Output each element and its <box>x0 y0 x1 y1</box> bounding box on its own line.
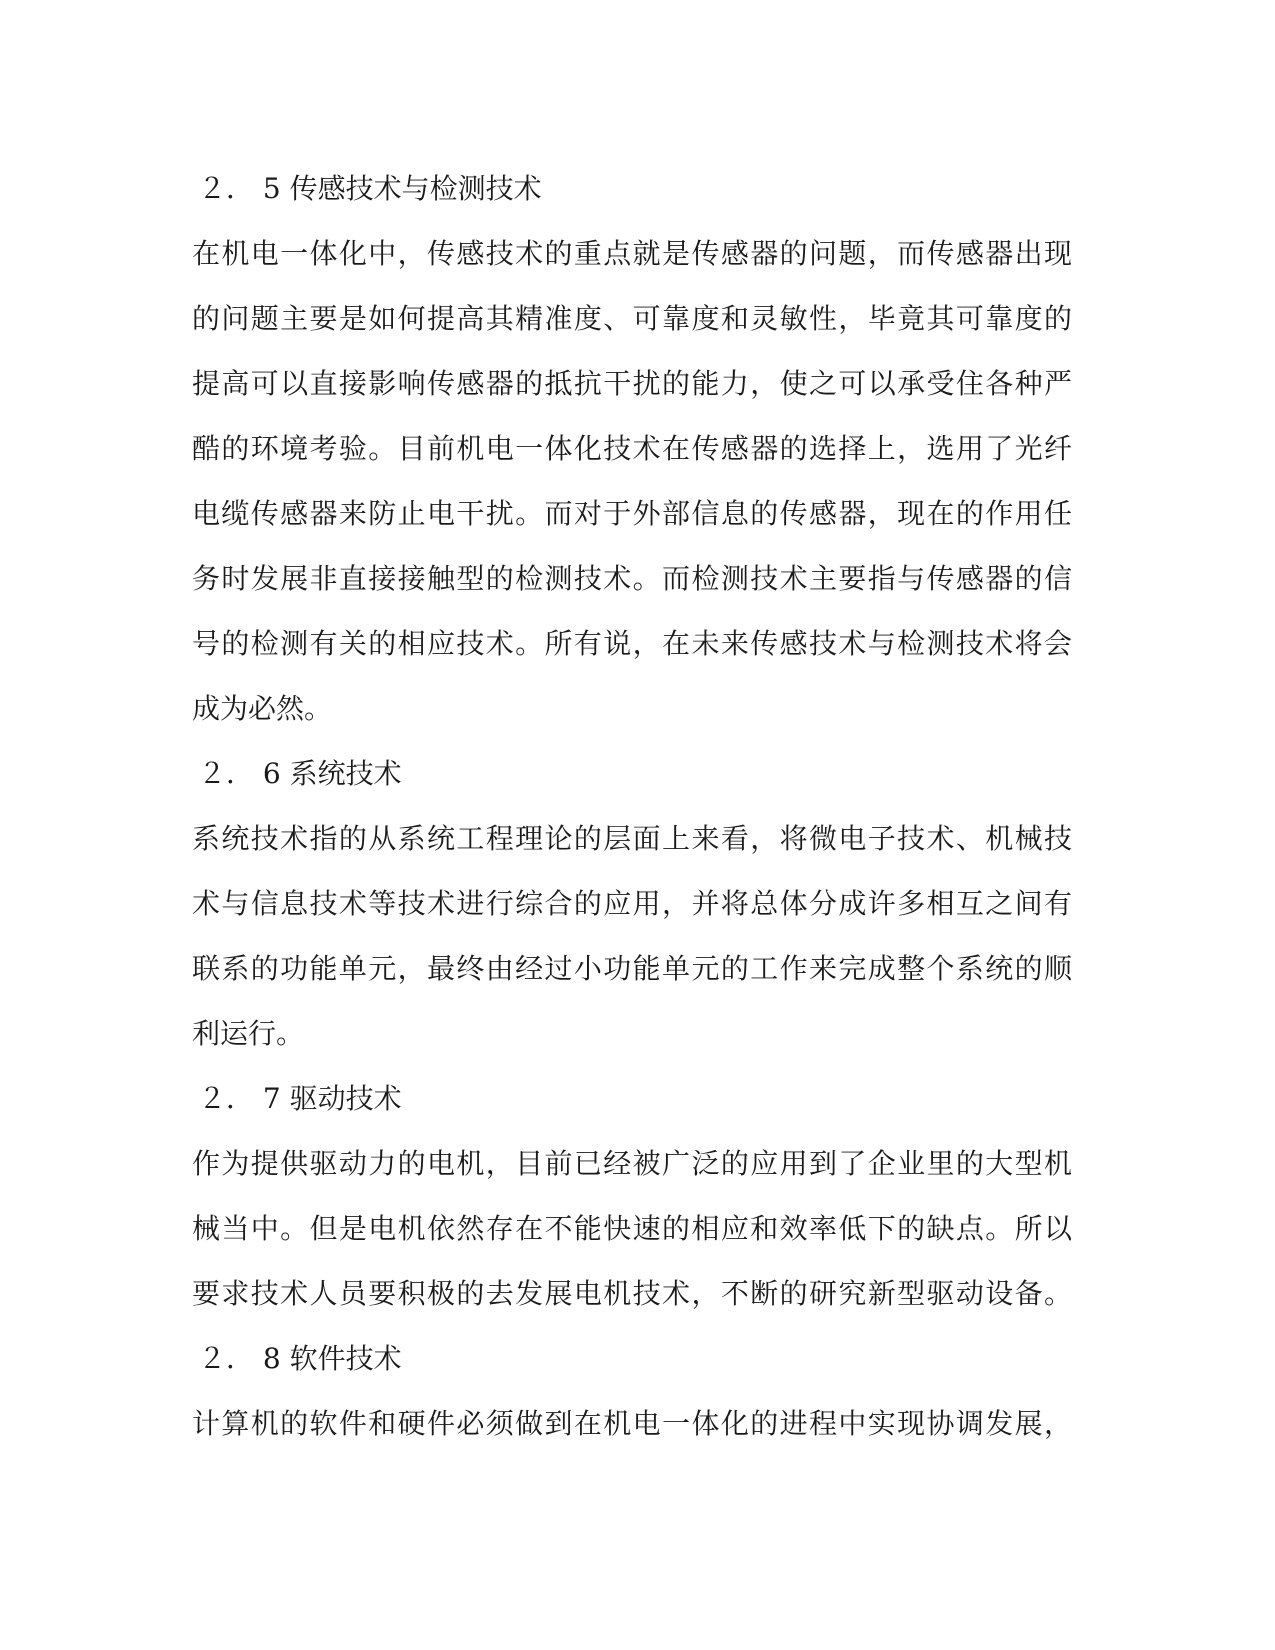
paragraph-line: 在机电一体化中，传感技术的重点就是传感器的问题，而传感器出现 <box>192 237 1072 270</box>
section-heading: ２． 5 传感技术与检测技术 <box>198 172 542 205</box>
section-heading: ２． 6 系统技术 <box>198 757 402 790</box>
paragraph-line: 酷的环境考验。目前机电一体化技术在传感器的选择上，选用了光纤 <box>192 432 1072 465</box>
section-paragraph <box>192 1131 1072 1326</box>
paragraph-line: 务时发展非直接接触型的检测技术。而检测技术主要指与传感器的信 <box>192 562 1072 595</box>
document-body <box>192 156 1072 1456</box>
paragraph-line: 术与信息技术等技术进行综合的应用，并将总体分成许多相互之间有 <box>192 887 1072 920</box>
paragraph-line: 电缆传感器来防止电干扰。而对于外部信息的传感器，现在的作用任 <box>192 497 1072 530</box>
paragraph-line: 号的检测有关的相应技术。所有说，在未来传感技术与检测技术将会 <box>192 627 1072 660</box>
paragraph-line: 的问题主要是如何提高其精准度、可靠度和灵敏性，毕竟其可靠度的 <box>192 302 1072 335</box>
section-2-5 <box>192 156 1072 741</box>
paragraph-line: 提高可以直接影响传感器的抵抗干扰的能力，使之可以承受住各种严 <box>192 367 1072 400</box>
paragraph-line: 要求技术人员要积极的去发展电机技术，不断的研究新型驱动设备。 <box>192 1277 1072 1310</box>
paragraph-line: 作为提供驱动力的电机，目前已经被广泛的应用到了企业里的大型机 <box>192 1147 1072 1180</box>
section-heading: ２． 7 驱动技术 <box>198 1082 402 1115</box>
paragraph-line: 械当中。但是电机依然存在不能快速的相应和效率低下的缺点。所以 <box>192 1212 1072 1245</box>
section-2-8 <box>192 1326 1072 1456</box>
section-2-6 <box>192 741 1072 1066</box>
section-heading: ２． 8 软件技术 <box>198 1342 402 1375</box>
section-paragraph <box>192 1391 1072 1456</box>
section-paragraph <box>192 221 1072 741</box>
paragraph-line: 系统技术指的从系统工程理论的层面上来看，将微电子技术、机械技 <box>192 822 1072 855</box>
section-paragraph <box>192 806 1072 1066</box>
paragraph-line: 利运行。 <box>192 1017 305 1050</box>
paragraph-line: 计算机的软件和硬件必须做到在机电一体化的进程中实现协调发展， <box>192 1407 1072 1440</box>
paragraph-line: 成为必然。 <box>192 692 333 725</box>
paragraph-line: 联系的功能单元，最终由经过小功能单元的工作来完成整个系统的顺 <box>192 952 1072 985</box>
section-2-7 <box>192 1066 1072 1326</box>
